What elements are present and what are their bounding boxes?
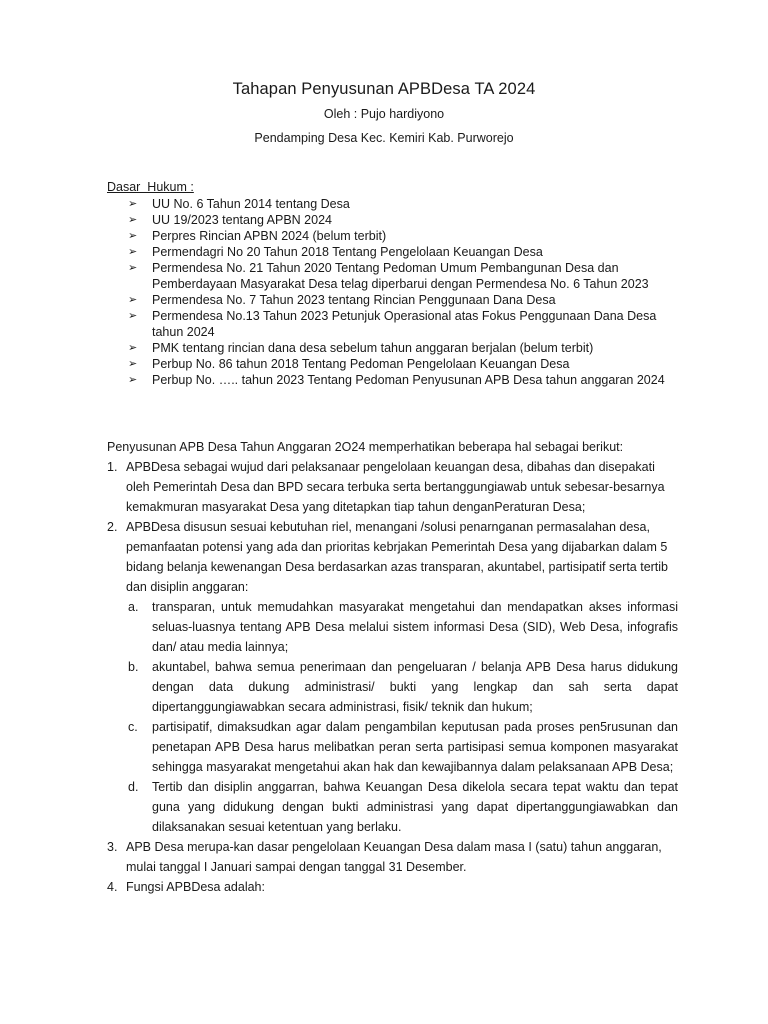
legal-basis-item [128, 196, 688, 212]
consideration-text: APBDesa sebagai wujud dari pelaksanaar pengelolaan keuangan desa, dibahas dan disepakati oleh Pemerintah Desa dan BPD secara terbuka serta bertanggungiawab untuk sebesar-besarnya kemakmuran masyarakat Desa yang ditetapkan tiap tahun denganPeraturan Desa; [126, 460, 665, 514]
arrow-bullet-icon: ➢ [128, 310, 138, 322]
legal-basis-text: Permendesa No. 7 Tahun 2023 tentang Rincian Penggunaan Dana Desa [152, 293, 556, 307]
legal-basis-item [128, 372, 688, 388]
item-number: 1. [107, 460, 118, 474]
sub-principle-item [126, 777, 678, 837]
sub-principle-text: Tertib dan disiplin anggarran, bahwa Keuangan Desa dikelola secara tepat waktu dan tepat guna yang didukung dengan bukti administrasi yang dapat dipertanggungiawabkan dan dilaksanakan sesuai ketentuan yang berlaku. [152, 780, 678, 834]
legal-basis-text: Perbup No. 86 tahun 2018 Tentang Pedoman Pengelolaan Keuangan Desa [152, 357, 570, 371]
consideration-text: APBDesa disusun sesuai kebutuhan riel, menangani /solusi penarnganan permasalahan desa, pemanfaatan potensi yang ada dan prioritas kebrjakan Pemerintah Desa yang dijabarkan dalam 5 bidang belanja kewenangan Desa berdasarkan azas transparan, akuntabel, partisipatif serta tertib dan disiplin anggaran: [126, 520, 669, 594]
affiliation-line: Pendamping Desa Kec. Kemiri Kab. Purworejo [254, 131, 514, 145]
sub-principles-list [126, 597, 678, 837]
legal-basis-list [128, 196, 688, 388]
legal-basis-text: UU No. 6 Tahun 2014 tentang Desa [152, 197, 350, 211]
legal-basis-text: Permendagri No 20 Tahun 2018 Tentang Pengelolaan Keuangan Desa [152, 245, 543, 259]
consideration-text: Fungsi APBDesa adalah: [126, 880, 265, 894]
legal-basis-item [128, 212, 688, 228]
legal-basis-text: Permendesa No.13 Tahun 2023 Petunjuk Operasional atas Fokus Penggunaan Dana Desa tahun 2024 [152, 309, 657, 339]
legal-basis-text: Perpres Rincian APBN 2024 (belum terbit) [152, 229, 387, 243]
item-number: 2. [107, 520, 118, 534]
dasar-hukum-heading: Dasar Hukum : [107, 180, 194, 194]
consideration-item [107, 877, 678, 897]
item-number: 3. [107, 840, 118, 854]
item-letter: d. [128, 780, 139, 794]
item-letter: a. [128, 600, 139, 614]
sub-principle-item [126, 657, 678, 717]
consideration-item [107, 517, 678, 837]
legal-basis-text: Perbup No. ….. tahun 2023 Tentang Pedoman Penyusunan APB Desa tahun anggaran 2024 [152, 373, 665, 387]
arrow-bullet-icon: ➢ [128, 294, 138, 306]
arrow-bullet-icon: ➢ [128, 374, 138, 386]
item-number: 4. [107, 880, 118, 894]
legal-basis-item [128, 308, 688, 340]
legal-basis-item [128, 292, 688, 308]
sub-principle-text: transparan, untuk memudahkan masyarakat mengetahui dan mendapatkan akses informasi seluas-luasnya tentang APB Desa melalui sistem informasi Desa (SID), Web Desa, infografis dan/ atau media lainnya; [152, 600, 678, 654]
sub-principle-text: partisipatif, dimaksudkan agar dalam pengambilan keputusan pada proses pen5rusunan dan penetapan APB Desa harus melibatkan peran serta partisipasi semua komponen masyarakat sehingga masyarakat mengetahui akan hak dan kewajibannya dalam pelaksanaan APB Desa; [152, 720, 678, 774]
sub-principle-item [126, 597, 678, 657]
arrow-bullet-icon: ➢ [128, 214, 138, 226]
intro-paragraph: Penyusunan APB Desa Tahun Anggaran 2O24 memperhatikan beberapa hal sebagai berikut: [107, 440, 624, 454]
legal-basis-item [128, 244, 688, 260]
item-letter: b. [128, 660, 139, 674]
arrow-bullet-icon: ➢ [128, 342, 138, 354]
legal-basis-text: Permendesa No. 21 Tahun 2020 Tentang Pedoman Umum Pembangunan Desa dan Pemberdayaan Masyarakat Desa telag diperbarui dengan Permendesa No. 6 Tahun 2023 [152, 261, 649, 291]
author-line: Oleh : Pujo hardiyono [323, 107, 445, 121]
legal-basis-text: UU 19/2023 tentang APBN 2024 [152, 213, 332, 227]
item-letter: c. [128, 720, 138, 734]
sub-principle-text: akuntabel, bahwa semua penerimaan dan pengeluaran / belanja APB Desa harus didukung dengan data dukung administrasi/ bukti yang lengkap dan sah serta dapat dipertanggungiawabkan secara administrasi, fisik/ teknik dan hukum; [152, 660, 678, 714]
sub-principle-item [126, 717, 678, 777]
arrow-bullet-icon: ➢ [128, 246, 138, 258]
arrow-bullet-icon: ➢ [128, 358, 138, 370]
consideration-text: APB Desa merupa-kan dasar pengelolaan Keuangan Desa dalam masa I (satu) tahun anggaran, mulai tanggal I Januari sampai dengan tanggal 31 Desember. [126, 840, 662, 874]
legal-basis-item [128, 356, 688, 372]
arrow-bullet-icon: ➢ [128, 230, 138, 242]
considerations-list [107, 457, 678, 897]
consideration-item [107, 457, 678, 517]
legal-basis-item [128, 228, 688, 244]
arrow-bullet-icon: ➢ [128, 198, 138, 210]
legal-basis-text: PMK tentang rincian dana desa sebelum tahun anggaran berjalan (belum terbit) [152, 341, 594, 355]
legal-basis-item [128, 260, 688, 292]
consideration-item [107, 837, 678, 877]
arrow-bullet-icon: ➢ [128, 262, 138, 274]
document-title: Tahapan Penyusunan APBDesa TA 2024 [232, 80, 536, 98]
legal-basis-item [128, 340, 688, 356]
